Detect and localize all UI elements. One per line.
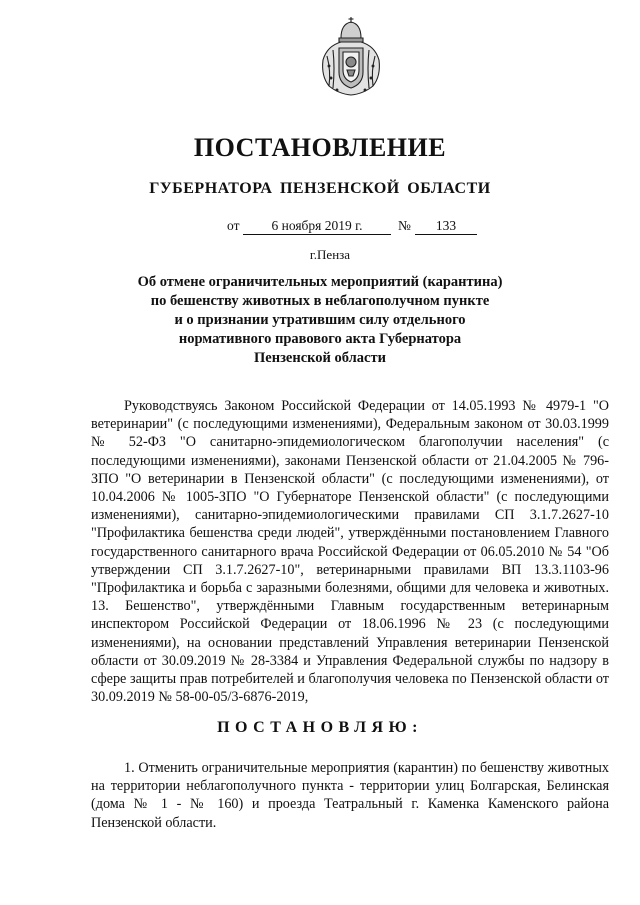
date-label: от	[227, 218, 240, 233]
decree-heading: ПОСТАНОВЛЯЮ:	[217, 719, 423, 736]
subject-line: по бешенству животных в неблагополучном пункте	[150, 293, 490, 309]
document-subject	[0, 273, 640, 368]
subject-line: Об отмене ограничительных мероприятий (карантина)	[137, 274, 503, 290]
subject-line: нормативного правового акта Губернатора	[178, 331, 462, 347]
document-number: 133	[415, 218, 477, 235]
preamble-paragraph: Руководствуясь Законом Российской Федерации от 14.05.1993 № 4979-1 "О ветеринарии" (с последующими изменениями), Федеральным законом от 30.03.1999 № 52-ФЗ "О санитарно-эпидемиологическом благополучии населения" (с последующими изменениями), законами Пензенской области от 21.04.2005 № 796-ЗПО "О ветеринарии в Пензенской области" (с последующими изменениями), от 10.04.2006 № 1005-ЗПО "О Губернаторе Пензенской области" (с последующими изменениями), санитарно-эпидемиологическими правилами СП 3.1.7.2627-10 "Профилактика бешенства среди людей", утверждёнными постановлением Главного государственного санитарного врача Российской Федерации от 06.05.2010 № 54 "Об утверждении СП 3.1.7.2627-10", ветеринарными правилами ВП 13.3.1103-96 "Профилактика и борьба с заразными болезнями, общими для человека и животных. 13. Бешенство", утверждёнными Главным государственным ветеринарным инспектором Российской Федерации от 18.06.1996 № 23 (с последующими изменениями), на основании представлений Управления ветеринарии Пензенской области от 30.09.2019 № 28-3384 и Управления Федеральной службы по надзору в сфере защиты прав потребителей и благополучия человека по Пензенской области от 30.09.2019 № 58-00-05/3-6876-2019,	[91, 398, 609, 706]
number-label: №	[398, 218, 411, 233]
document-date: 6 ноября 2019 г.	[243, 218, 391, 235]
coat-of-arms-icon	[319, 16, 383, 96]
document-type-heading: ПОСТАНОВЛЕНИЕ	[193, 133, 447, 162]
date-number-line	[0, 218, 640, 238]
subject-line: Пензенской области	[254, 350, 386, 366]
issuer-heading: ГУБЕРНАТОРА ПЕНЗЕНСКОЙ ОБЛАСТИ	[149, 180, 491, 197]
place-of-issue: г.Пенза	[309, 247, 351, 262]
decree-item: 1. Отменить ограничительные мероприятия (карантин) по бешенству животных на территории неблагополучного пункта - территории улиц Болгарская, Белинская (дома № 1 - № 160) и проезда Театральный г. Каменка Каменского района Пензенской области.	[91, 760, 609, 831]
subject-line: и о признании утратившим силу отдельного	[174, 312, 466, 328]
